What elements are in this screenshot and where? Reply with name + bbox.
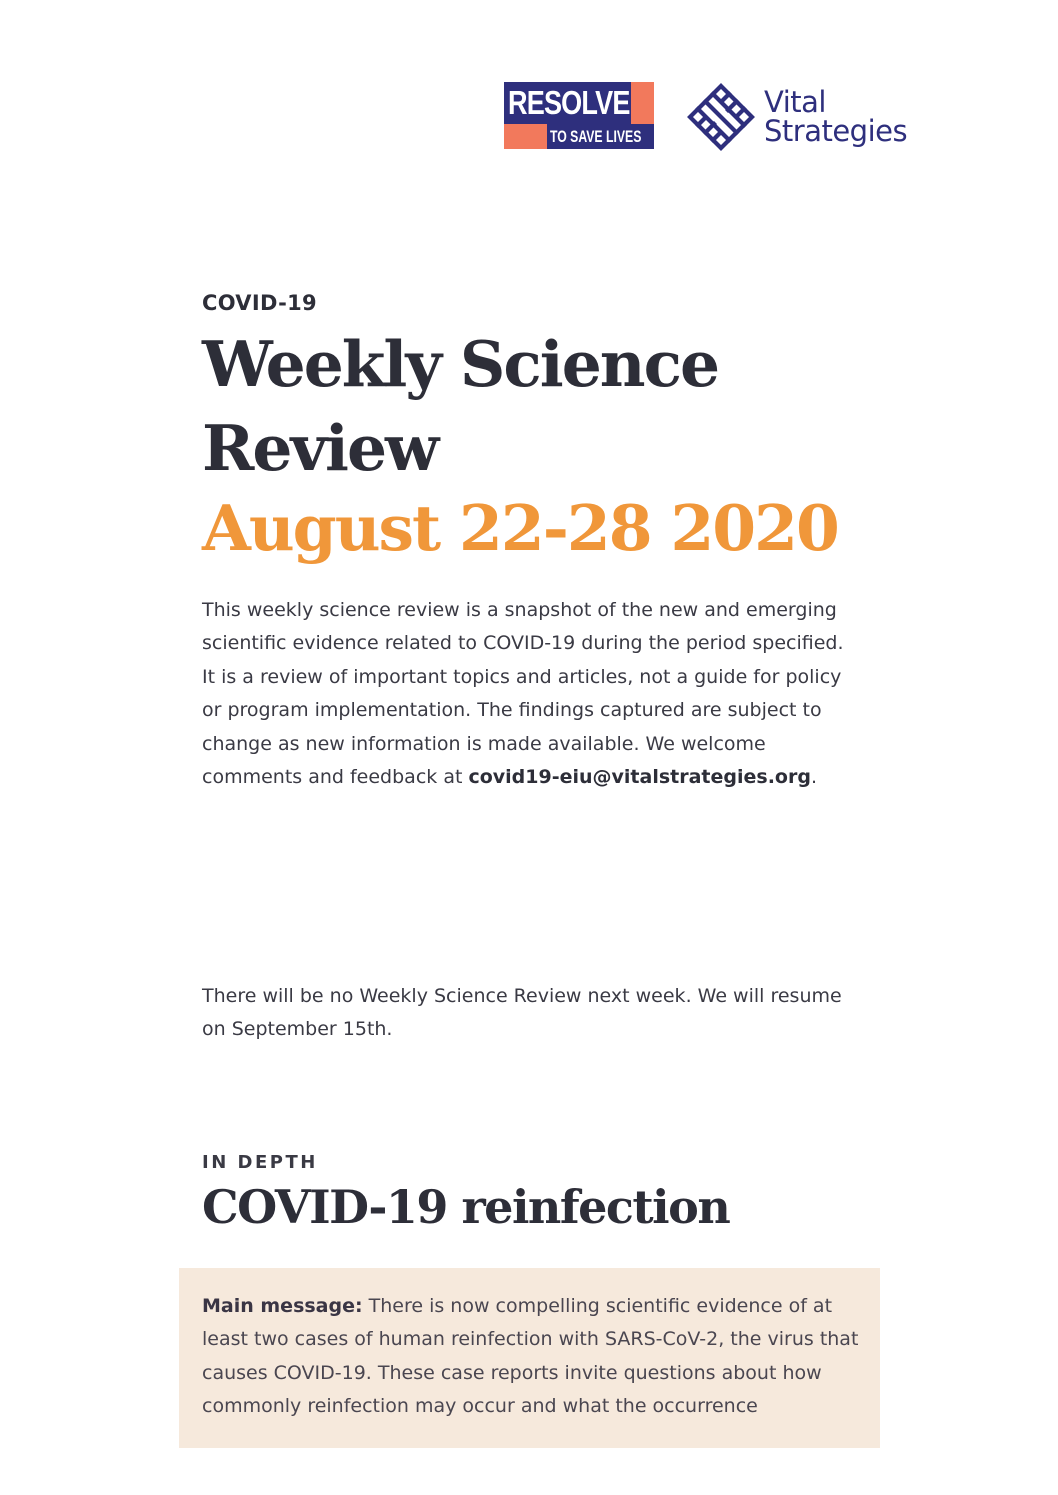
callout-paragraph bbox=[202, 1290, 862, 1424]
document-title bbox=[202, 322, 902, 490]
section-title: COVID-19 reinfection bbox=[202, 1180, 730, 1234]
intro-text: This weekly science review is a snapshot of the new and emerging scientific evidence related to COVID-19 during the period specified. It is a review of important topics and articles, not a guide for policy or program implementation. The findings captured are subject to change as new information is made available. We welcome comments and feedback at bbox=[202, 599, 844, 789]
resolve-logo-accent bbox=[631, 82, 654, 124]
section-eyebrow: IN DEPTH bbox=[202, 1152, 318, 1173]
intro-paragraph bbox=[202, 594, 862, 794]
resolve-logo-tagline: TO SAVE LIVES bbox=[550, 127, 642, 146]
title-line-2: Review bbox=[202, 411, 438, 485]
main-message-callout bbox=[179, 1268, 880, 1448]
vital-wordmark-line2: Strategies bbox=[764, 114, 908, 148]
contact-email-link[interactable]: covid19-eiu@vitalstrategies.org bbox=[468, 766, 811, 789]
intro-end: . bbox=[810, 766, 817, 789]
document-date-range: August 22-28 2020 bbox=[202, 491, 838, 565]
vital-strategies-wordmark bbox=[764, 85, 908, 148]
schedule-notice: There will be no Weekly Science Review next week. We will resume on September 15th. bbox=[202, 985, 842, 1041]
title-line-1: Weekly Science bbox=[202, 327, 719, 401]
resolve-logo-wordmark: RESOLVE bbox=[508, 84, 630, 121]
resolve-logo-bottom-accent bbox=[504, 124, 547, 149]
lattice-mark-icon bbox=[686, 82, 756, 152]
document-eyebrow: COVID-19 bbox=[202, 291, 317, 315]
callout-body: There is now compelling scientific evidence of at least two cases of human reinfection with SARS-CoV-2, the virus that causes COVID-19. These case reports invite questions about how commonly reinfection may occur and what the occurrence bbox=[202, 1295, 859, 1418]
resolve-logo bbox=[504, 82, 654, 149]
callout-lead: Main message: bbox=[202, 1295, 363, 1317]
vital-wordmark-line1: Vital bbox=[764, 85, 826, 119]
vital-strategies-logo bbox=[686, 82, 910, 152]
